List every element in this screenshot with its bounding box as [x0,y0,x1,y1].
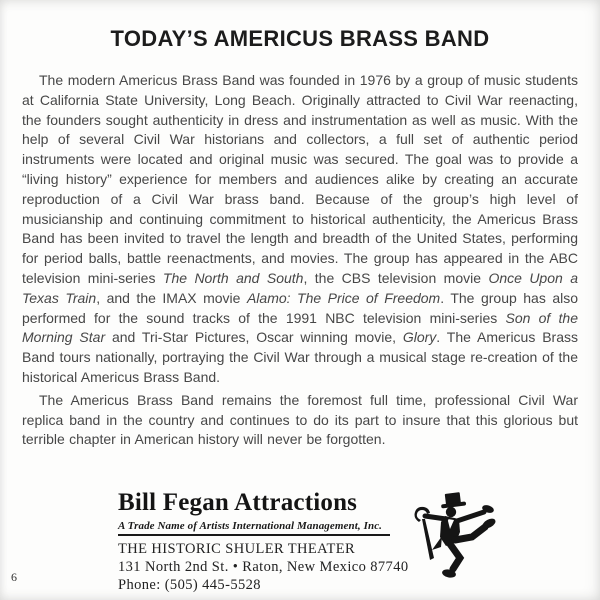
dancing-man-icon [400,492,500,592]
page-title: TODAY’S AMERICUS BRASS BAND [110,26,490,51]
company-name: Bill Fegan Attractions [118,489,358,516]
paragraph-2 [22,391,578,450]
work-title-italic: Once Upon a Texas Train [22,269,578,306]
body-text [22,71,578,450]
work-title-italic: The North and South [162,269,304,286]
text-run: . The Americus Brass Band tours nationally, portraying the Civil War through a musical stage re-creation of the historical Americus Brass Band. [22,329,578,385]
text-run: . The group has also performed for the sound tracks of the 1991 NBC television mini-series [22,289,578,326]
text-run: , and the IMAX movie [96,289,247,306]
address-line: 131 North 2nd St. • Raton, New Mexico 87740 [118,559,409,575]
work-title-italic: Son of the Morning Star [22,309,578,346]
company-tagline: A Trade Name of Artists International Management, Inc. [118,520,390,536]
text-run: The Americus Brass Band remains the foremost full time, professional Civil War replica band in the country and continues to do its part to insure that this glorious but terrible chapter in American history will never be forgotten. [22,391,578,448]
text-run: and Tri-Star Pictures, Oscar winning movie, [105,329,403,346]
page-number: 6 [11,570,17,584]
phone-line: Phone: (505) 445-5528 [118,577,261,593]
work-title-italic: Glory [402,329,437,346]
text-run: , the CBS television movie [303,269,489,286]
text-run: The modern Americus Brass Band was founded in 1976 by a group of music students at California State University, Long Beach. Originally attracted to Civil War reenacting, the founders sought authenticity in dress and instrumentation as well as music. With the help of several Civil War historians and collectors, a full set of authentic period instruments were located and original music was secured. The goal was to provide a “living history” experience for members and audiences alike by creating an accurate reproduction of a Civil War brass band. Because of the group’s high level of musicianship and continuing commitment to historical authenticity, the Americus Brass Band has been invited to travel the length and breadth of the United States, performing for period balls, battle reenactments, and movies. The group has appeared in the ABC television mini-series [22,72,578,286]
paragraph-1 [22,71,578,388]
venue-name: THE HISTORIC SHULER THEATER [118,541,356,557]
letterhead [118,489,578,594]
work-title-italic: Alamo: The Price of Freedom [246,289,441,306]
